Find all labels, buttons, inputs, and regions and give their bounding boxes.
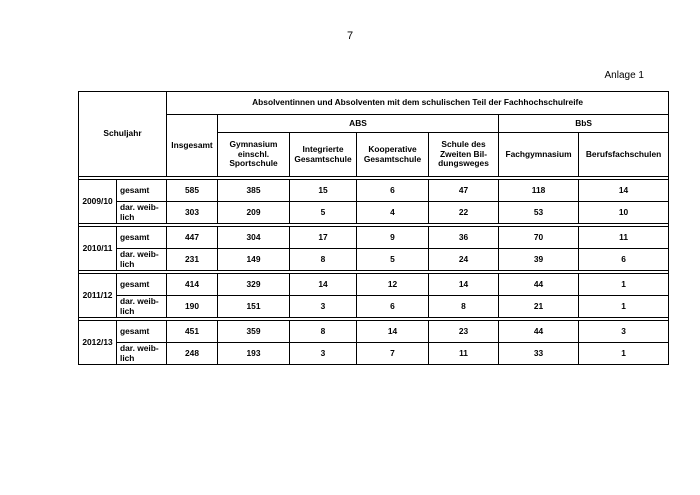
row-label: dar. weib-lich: [117, 249, 167, 271]
table-row: [79, 249, 669, 271]
value-cell: 385: [218, 180, 290, 202]
value-cell: 3: [290, 296, 357, 318]
value-cell: 190: [167, 296, 218, 318]
row-label: dar. weib-lich: [117, 202, 167, 224]
main-header: Absolventinnen und Absolventen mit dem schulischen Teil der Fachhochschulreife: [167, 92, 669, 115]
value-cell: 10: [579, 202, 669, 224]
value-cell: 70: [499, 227, 579, 249]
value-cell: 149: [218, 249, 290, 271]
value-cell: 151: [218, 296, 290, 318]
value-cell: 14: [290, 274, 357, 296]
annex-label: Anlage 1: [604, 70, 644, 81]
abs-group-header: ABS: [218, 115, 499, 133]
table-row: [79, 180, 669, 202]
value-cell: 6: [357, 296, 429, 318]
value-cell: 329: [218, 274, 290, 296]
value-cell: 9: [357, 227, 429, 249]
value-cell: 359: [218, 321, 290, 343]
value-cell: 8: [429, 296, 499, 318]
value-cell: 193: [218, 343, 290, 365]
table-row: [79, 343, 669, 365]
value-cell: 447: [167, 227, 218, 249]
value-cell: 585: [167, 180, 218, 202]
year-cell: 2009/10: [79, 180, 117, 224]
value-cell: 303: [167, 202, 218, 224]
value-cell: 1: [579, 343, 669, 365]
value-cell: 53: [499, 202, 579, 224]
value-cell: 11: [429, 343, 499, 365]
table-row: [79, 202, 669, 224]
value-cell: 1: [579, 296, 669, 318]
column-header-gymnasium: Gymnasium einschl. Sportschule: [218, 133, 290, 177]
value-cell: 3: [290, 343, 357, 365]
value-cell: 15: [290, 180, 357, 202]
row-label: gesamt: [117, 180, 167, 202]
value-cell: 6: [357, 180, 429, 202]
column-header-integrated: Integrierte Gesamtschule: [290, 133, 357, 177]
value-cell: 3: [579, 321, 669, 343]
value-cell: 4: [357, 202, 429, 224]
table-row: [79, 274, 669, 296]
value-cell: 12: [357, 274, 429, 296]
graduates-table: [78, 91, 669, 365]
value-cell: 1: [579, 274, 669, 296]
value-cell: 22: [429, 202, 499, 224]
value-cell: 14: [429, 274, 499, 296]
value-cell: 24: [429, 249, 499, 271]
year-cell: 2011/12: [79, 274, 117, 318]
row-label: dar. weib-lich: [117, 343, 167, 365]
value-cell: 7: [357, 343, 429, 365]
column-header-cooperative: Kooperative Gesamtschule: [357, 133, 429, 177]
value-cell: 6: [579, 249, 669, 271]
value-cell: 451: [167, 321, 218, 343]
column-header-fachgymnasium: Fachgymnasium: [499, 133, 579, 177]
row-label: dar. weib-lich: [117, 296, 167, 318]
column-header-total: Insgesamt: [167, 115, 218, 177]
value-cell: 209: [218, 202, 290, 224]
value-cell: 14: [579, 180, 669, 202]
row-label: gesamt: [117, 227, 167, 249]
value-cell: 47: [429, 180, 499, 202]
page-number: 7: [346, 30, 354, 42]
year-cell: 2010/11: [79, 227, 117, 271]
value-cell: 39: [499, 249, 579, 271]
value-cell: 21: [499, 296, 579, 318]
value-cell: 11: [579, 227, 669, 249]
value-cell: 44: [499, 274, 579, 296]
table-body: [79, 177, 669, 365]
row-label: gesamt: [117, 321, 167, 343]
value-cell: 248: [167, 343, 218, 365]
value-cell: 304: [218, 227, 290, 249]
value-cell: 14: [357, 321, 429, 343]
value-cell: 5: [357, 249, 429, 271]
table-row: [79, 296, 669, 318]
value-cell: 23: [429, 321, 499, 343]
row-label: gesamt: [117, 274, 167, 296]
column-header-berufsfachschulen: Berufsfachschulen: [579, 133, 669, 177]
bbs-group-header: BbS: [499, 115, 669, 133]
column-header-second-path: Schule des Zweiten Bil-dungsweges: [429, 133, 499, 177]
value-cell: 44: [499, 321, 579, 343]
value-cell: 33: [499, 343, 579, 365]
value-cell: 231: [167, 249, 218, 271]
table-row: [79, 321, 669, 343]
value-cell: 36: [429, 227, 499, 249]
value-cell: 414: [167, 274, 218, 296]
year-cell: 2012/13: [79, 321, 117, 365]
table-row: [79, 227, 669, 249]
value-cell: 17: [290, 227, 357, 249]
value-cell: 8: [290, 249, 357, 271]
year-header: Schuljahr: [79, 92, 167, 177]
value-cell: 5: [290, 202, 357, 224]
value-cell: 118: [499, 180, 579, 202]
value-cell: 8: [290, 321, 357, 343]
